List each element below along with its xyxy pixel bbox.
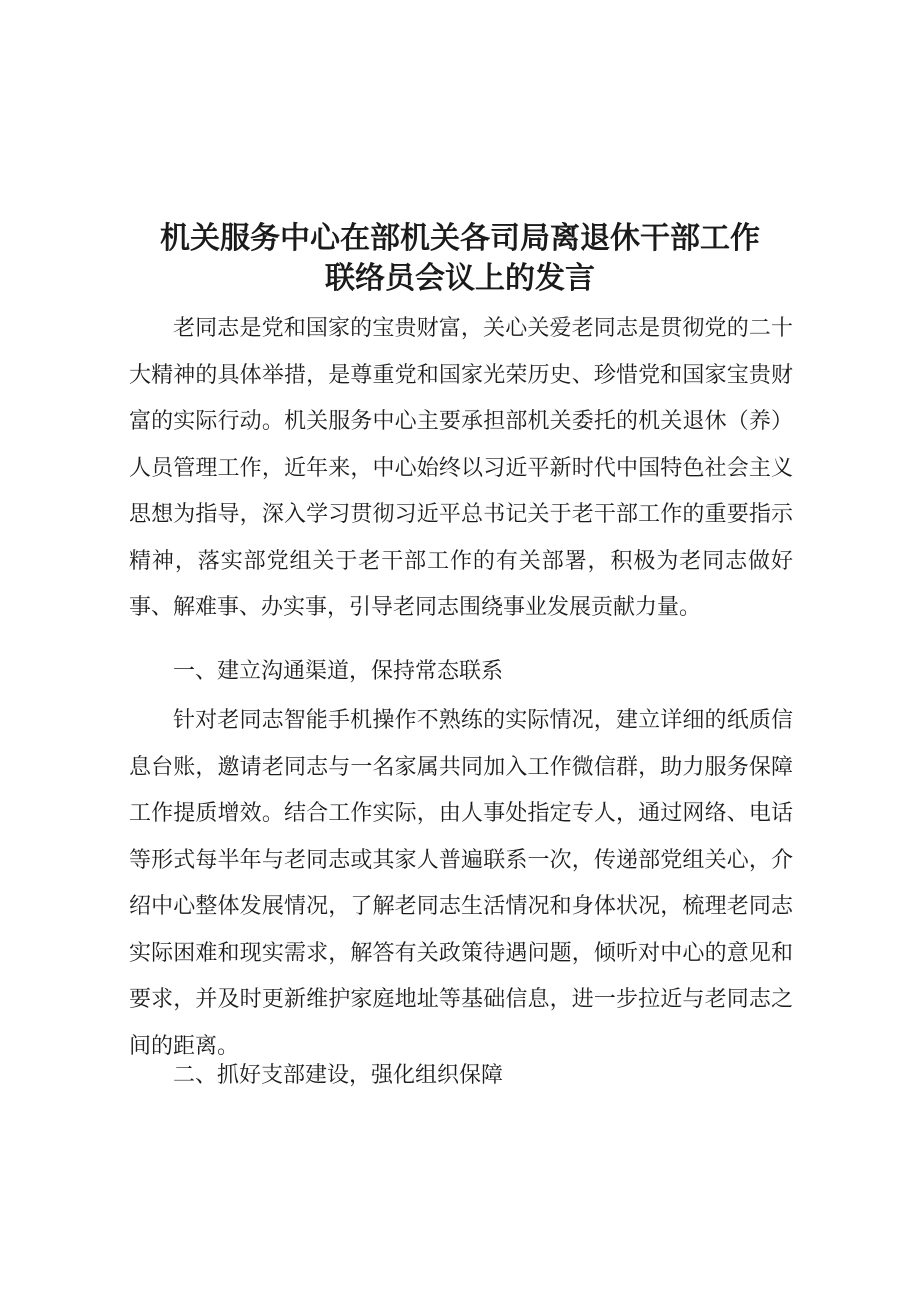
section-heading-2: 二、抓好支部建设，强化组织保障 — [173, 1063, 504, 1088]
paragraph-section-1: 针对老同志智能手机操作不熟练的实际情况，建立详细的纸质信息台账，邀请老同志与一名家属共同加入工作微信群，助力服务保障工作提质增效。结合工作实际，由人事处指定专人，通过网络、电话等形式每半年与老同志或其家人普遍联系一次，传递部党组关心，介绍中心整体发展情况，了解老同志生活情况和身体状况，梳理老同志实际困难和现实需求，解答有关政策待遇问题，倾听对中心的意见和要求，并及时更新维护家庭地址等基础信息，进一步拉近与老同志之间的距离。 — [129, 708, 793, 1059]
section-heading-1: 一、建立沟通渠道，保持常态联系 — [173, 659, 504, 684]
paragraph-intro: 老同志是党和国家的宝贵财富，关心关爱老同志是贯彻党的二十大精神的具体举措，是尊重党和国家光荣历史、珍惜党和国家宝贵财富的实际行动。机关服务中心主要承担部机关委托的机关退休（养）人员管理工作，近年来，中心始终以习近平新时代中国特色社会主义思想为指导，深入学习贯彻习近平总书记关于老干部工作的重要指示精神，落实部党组关于老干部工作的有关部署，积极为老同志做好事、解难事、办实事，引导老同志围绕事业发展贡献力量。 — [129, 316, 793, 620]
document-title-line-2: 联络员会议上的发言 — [325, 261, 595, 296]
document-title-line-1: 机关服务中心在部机关各司局离退休干部工作 — [160, 221, 760, 256]
